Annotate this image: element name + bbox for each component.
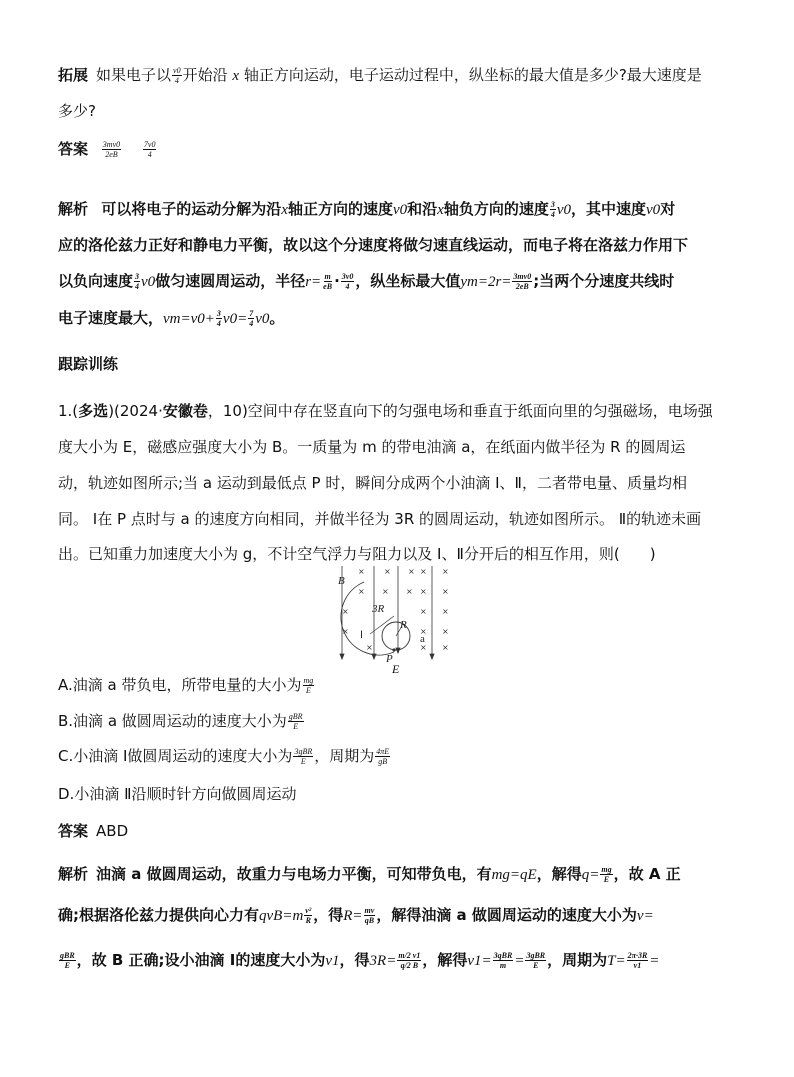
frac-den: 4: [249, 319, 254, 328]
text: ，得: [339, 951, 370, 969]
frac-num: 3: [216, 309, 221, 318]
x-mark: ×: [442, 607, 449, 616]
frac-num: gBR: [60, 951, 75, 960]
frac-num: 3gBR: [526, 951, 546, 960]
fraction: [59, 951, 76, 970]
option-b: [58, 710, 305, 732]
label-R: R: [400, 619, 407, 631]
frac-den: 4: [345, 282, 350, 291]
extension-label: 拓展: [58, 66, 89, 84]
text: 确;根据洛伦兹力提供向心力有: [58, 906, 259, 924]
analysis-label: 解析: [58, 200, 89, 218]
x-mark: ×: [420, 587, 427, 596]
answer-value: ABD: [96, 822, 129, 840]
fraction: [293, 747, 313, 766]
frac-den: 4: [135, 282, 140, 291]
text: ，周期为: [314, 747, 375, 765]
frac-num: 3mv0: [102, 140, 121, 149]
problem-line-5: 出。已知重力加速度大小为 g，不计空气浮力与阻力以及 Ⅰ、Ⅱ分开后的相互作用，则( ): [58, 545, 656, 563]
frac-num: v0: [173, 66, 181, 75]
frac-den: m: [499, 961, 507, 970]
frac-den: E: [603, 875, 610, 884]
math-expr: mg=qE: [491, 867, 537, 883]
text: ，故 B 正确;设小油滴 Ⅰ的速度大小为: [76, 951, 326, 969]
fraction: [134, 272, 140, 291]
x-mark: ×: [420, 607, 427, 616]
math-expr: v=: [636, 908, 654, 924]
math-expr: R=: [343, 908, 363, 924]
label-I: Ⅰ: [360, 630, 363, 641]
label-a: a: [420, 633, 425, 645]
text: 安徽卷: [162, 402, 208, 420]
problem-line-3: 动，轨迹如图所示;当 a 运动到最低点 P 时，瞬间分成两个小油滴 Ⅰ、Ⅱ，二者带电量、质量均相: [58, 474, 687, 492]
frac-den: R: [305, 916, 311, 925]
answer-1: [58, 138, 157, 160]
extension-line-1: [58, 64, 702, 87]
text: B.油滴 a 做圆周运动的速度大小为: [58, 712, 287, 730]
text: 轴正方向运动，电子运动过程中，纵坐标的最大值是多少?最大速度是: [243, 66, 702, 84]
x-mark: ×: [442, 627, 449, 636]
frac-num: mg: [303, 676, 314, 685]
x-mark: ×: [342, 627, 349, 636]
x-mark: ×: [366, 643, 373, 652]
math-var: v0: [392, 202, 408, 218]
problem-line-4: 同。 Ⅰ在 P 点时与 a 的速度方向相同，并做半径为 3R 的圆周运动，轨迹如图所示。 Ⅱ的轨迹未画: [58, 510, 702, 528]
frac-den: E: [305, 686, 311, 695]
analysis-1-line-3: 以负向速度 $\frac{3}{4}$ v0做匀速圆周运动，半径r= $\frac{m}{eB}$ · $\frac{3v0}{4}$ ，纵坐标最大值ym=2r= $\frac{3mv0}{2eB}$ ;当两个分速度共线时: [58, 272, 675, 291]
text: ，周期为: [547, 951, 608, 969]
frac-num: 4πE: [376, 747, 390, 756]
math-var: v0: [556, 202, 571, 218]
fraction: [600, 865, 612, 884]
math-var: x: [437, 202, 444, 218]
math-expr: T=: [607, 953, 626, 969]
frac-num: 3: [135, 272, 140, 281]
section-title: 跟踪训练: [58, 355, 119, 373]
text: )(2024·: [108, 402, 163, 420]
text: 做匀速圆周运动，半径: [155, 272, 306, 290]
fraction: [375, 747, 390, 766]
math-expr: qvB=m: [259, 908, 304, 924]
fraction: [143, 140, 157, 159]
problem-line-1: [58, 400, 713, 422]
fraction: [397, 951, 421, 970]
frac-num: 3gBR: [294, 747, 313, 756]
text: 油滴 a 做圆周运动，故重力与电场力平衡，可知带负电，有: [96, 865, 492, 883]
option-c: [58, 745, 391, 767]
fraction: [512, 272, 532, 291]
frac-num: m: [324, 272, 331, 281]
field-diagram: [336, 564, 456, 676]
text: 和沿: [407, 200, 438, 218]
text: ，解得: [536, 865, 582, 883]
math-var: v0: [141, 274, 156, 290]
text: 开始沿: [182, 66, 228, 84]
frac-num: mv: [364, 906, 375, 915]
text: A.油滴 a 带负电，所带电量的大小为: [58, 676, 302, 694]
text: 轴负方向的速度: [443, 200, 549, 218]
frac-den: q/2 B: [400, 961, 419, 970]
frac-num: 7: [249, 309, 254, 318]
text: 轴正方向的速度: [287, 200, 393, 218]
analysis-label: 解析: [58, 865, 89, 883]
analysis-2-line-2: [58, 904, 654, 927]
math-expr: ym=2r=: [460, 274, 512, 290]
text: ，解得: [422, 951, 468, 969]
frac-den: 4: [174, 76, 179, 85]
text: 可以将电子的运动分解为沿: [101, 200, 282, 218]
frac-num: 3qBR: [493, 951, 513, 960]
frac-den: 4: [147, 150, 152, 159]
math-expr: =: [649, 953, 660, 969]
x-mark: ×: [420, 567, 427, 576]
label-E: E: [392, 662, 400, 676]
x-mark: ×: [442, 643, 449, 652]
frac-den: E: [293, 722, 299, 731]
x-mark: ×: [408, 567, 415, 576]
text: 如果电子以: [96, 66, 172, 84]
frac-num: 2π·3R: [627, 951, 648, 960]
fraction: [550, 200, 556, 219]
label-B: B: [338, 575, 345, 587]
text: ，纵坐标最大值: [355, 272, 461, 290]
frac-den: 4: [550, 210, 555, 219]
frac-num: m/2 v1: [398, 951, 421, 960]
fraction: [322, 272, 333, 291]
math-expr: r=: [305, 274, 322, 290]
fraction: [288, 712, 304, 731]
text: 多选: [78, 402, 109, 420]
answer-label: 答案: [58, 822, 89, 840]
text: 对: [660, 200, 676, 218]
math-expr: =: [514, 953, 525, 969]
answer-label: 答案: [58, 140, 89, 158]
frac-den: 4: [216, 319, 221, 328]
frac-den: E: [300, 757, 306, 766]
x-mark: ×: [442, 587, 449, 596]
x-mark: ×: [406, 587, 413, 596]
option-a: [58, 674, 315, 696]
label-3R: 3R: [372, 603, 385, 615]
frac-num: 3mv0: [513, 272, 532, 281]
problem-line-2: 度大小为 E，磁感应强度大小为 B。一质量为 m 的带电油滴 a，在纸面内做半径为 R 的圆周运: [58, 438, 686, 456]
text: ，故 A 正: [613, 865, 681, 883]
fraction: [303, 676, 315, 695]
fraction: [248, 309, 254, 328]
fraction: [364, 906, 376, 925]
frac-den: 2eB: [515, 282, 529, 291]
frac-num: mg: [601, 865, 612, 874]
text: ，解得油滴 a 做圆周运动的速度大小为: [376, 906, 637, 924]
x-mark: ×: [420, 627, 427, 636]
text: ，其中速度: [571, 200, 647, 218]
answer-2: [58, 820, 128, 842]
frac-den: qB: [364, 916, 375, 925]
math-expr: q=: [581, 867, 600, 883]
analysis-1-line-1: [58, 198, 675, 221]
math-var: v1: [325, 953, 340, 969]
extension-line-2: 多少?: [58, 102, 96, 120]
text: 1.(: [58, 402, 79, 420]
text: 以负向速度: [58, 272, 134, 290]
fraction: [627, 951, 649, 970]
analysis-2-line-3: [58, 949, 659, 972]
x-mark: ×: [358, 587, 365, 596]
fraction: [341, 272, 355, 291]
math-var: v0: [255, 311, 270, 327]
frac-den: gB: [378, 757, 388, 766]
x-mark: ×: [382, 587, 389, 596]
frac-num: 3: [550, 200, 555, 209]
math-expr: vm=v0+: [163, 311, 215, 327]
x-mark: ×: [442, 567, 449, 576]
field-diagram-svg: [336, 564, 456, 664]
frac-den: eB: [323, 282, 333, 291]
analysis-2-line-1: [58, 863, 681, 886]
fraction: [525, 951, 546, 970]
x-mark: ×: [342, 607, 349, 616]
option-d: D.小油滴 Ⅱ沿顺时针方向做圆周运动: [58, 785, 297, 803]
math-expr: v0=: [222, 311, 248, 327]
math-var: x: [281, 202, 288, 218]
frac-num: gBR: [288, 712, 303, 721]
x-mark: ×: [420, 643, 427, 652]
x-mark: ×: [384, 567, 391, 576]
fraction: [216, 309, 222, 328]
math-var: v0: [646, 202, 661, 218]
frac-den: 2eB: [105, 150, 118, 159]
x-mark: ×: [358, 567, 365, 576]
text: ，得: [313, 906, 344, 924]
text: ，10)空间中存在竖直向下的匀强电场和垂直于纸面向里的匀强磁场，电场强: [207, 402, 713, 420]
fraction: [172, 66, 182, 85]
frac-num: 7v0: [143, 140, 156, 149]
text: C.小油滴 Ⅰ做圆周运动的速度大小为: [58, 747, 293, 765]
analysis-1-line-2: 应的洛伦兹力正好和静电力平衡，故以这个分速度将做匀速直线运动，而电子将在洛兹力作用下: [58, 236, 689, 254]
frac-den: E: [533, 961, 539, 970]
math-expr: 3R=: [369, 953, 397, 969]
frac-num: v²: [305, 906, 312, 915]
math-var: x: [232, 68, 240, 84]
fraction: [304, 906, 312, 925]
fraction: [102, 140, 121, 159]
text: 当两个分速度共线时: [539, 272, 675, 290]
frac-num: 3v0: [341, 272, 354, 281]
math-expr: v1=: [467, 953, 492, 969]
label-P: P: [386, 653, 393, 664]
frac-den: v1: [633, 961, 642, 970]
text: 。: [269, 309, 285, 327]
text: 电子速度最大，: [58, 309, 164, 327]
frac-den: E: [64, 961, 70, 970]
fraction: [493, 951, 514, 970]
analysis-1-line-4: [58, 307, 284, 330]
